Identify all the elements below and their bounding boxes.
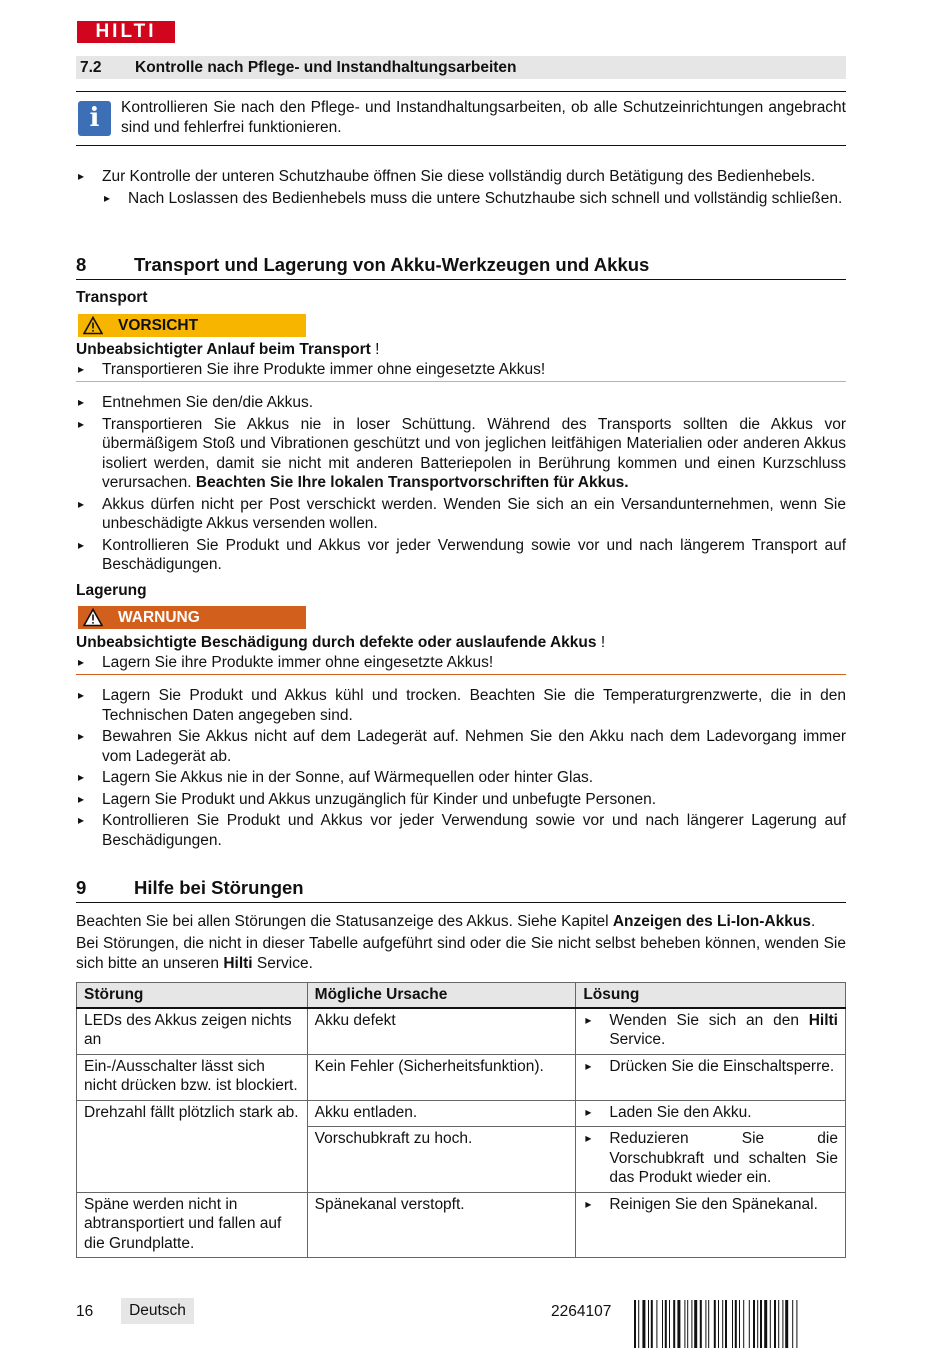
list-item: ▸ Lagern Sie Akkus nie in der Sonne, auf Wärmequellen oder hinter Glas. — [76, 768, 846, 788]
solution-item: ▸ Reduzieren Sie die Vorschubkraft und schalten Sie das Produkt wieder ein. — [583, 1129, 838, 1188]
list-item: ▸ Lagern Sie Produkt und Akkus unzugänglich für Kinder und unbefugte Personen. — [76, 790, 846, 810]
storage-heading: Lagerung — [76, 582, 147, 599]
brand-name: Hilti — [808, 1011, 838, 1029]
page-number: 16 — [76, 1303, 94, 1320]
brand-name: Hilti — [223, 954, 253, 972]
language-label: Deutsch — [121, 1298, 194, 1324]
fault-cell: Späne werden nicht in abtransportiert und fallen auf die Grundplatte. — [77, 1192, 308, 1258]
substep-item: ▸ Nach Loslassen des Bedienhebels muss die untere Schutzhaube sich schnell und vollständig schließen. — [102, 189, 846, 209]
table-row — [77, 1192, 846, 1258]
fault-cell: Drehzahl fällt plötzlich stark ab. — [77, 1100, 308, 1192]
paragraph — [76, 912, 846, 932]
section-7-2-steps — [76, 167, 846, 210]
section-number: 8 — [76, 254, 87, 275]
section-title: Kontrolle nach Pflege- und Instandhaltungsarbeiten — [135, 59, 517, 76]
solution-cell — [576, 1054, 846, 1100]
list-item: ▸ Entnehmen Sie den/die Akkus. — [76, 393, 846, 413]
chapter-reference: Anzeigen des Li-Ion-Akkus — [612, 913, 811, 930]
paragraph-text: Beachten Sie bei allen Störungen die Statusanzeige des Akkus. Siehe Kapitel — [76, 913, 613, 930]
list-item: ▸ Bewahren Sie Akkus nicht auf dem Ladegerät auf. Nehmen Sie den Akku nach dem Ladevorgang immer vom Ladegerät ab. — [76, 727, 846, 766]
warning-label: WARNUNG — [118, 609, 200, 626]
cause-cell: Vorschubkraft zu hoch. — [307, 1127, 576, 1193]
solution-cell — [576, 1100, 846, 1127]
caution-body — [76, 340, 846, 382]
barcode — [634, 1300, 846, 1348]
section-title: Hilfe bei Störungen — [134, 877, 304, 898]
column-header: Lösung — [576, 983, 846, 1008]
table-header-row — [77, 983, 846, 1008]
list-item: ▸ Lagern Sie Produkt und Akkus kühl und trocken. Beachten Sie die Temperaturgrenzwerte, die in den Technischen Daten angegeben sind. — [76, 686, 846, 725]
transport-list — [76, 393, 846, 577]
warning-measure: ▸ Lagern Sie ihre Produkte immer ohne eingesetzte Akkus! — [76, 653, 846, 673]
table-row — [77, 1008, 846, 1055]
cause-cell: Akku entladen. — [307, 1100, 576, 1127]
caution-label: VORSICHT — [118, 317, 199, 334]
paragraph-end: . — [810, 913, 816, 930]
list-item — [76, 415, 846, 493]
warning-hazard: Unbeabsichtigte Beschädigung durch defekte oder auslaufende Akkus — [76, 634, 597, 651]
storage-list — [76, 686, 846, 852]
column-header: Störung — [77, 983, 308, 1008]
section-9-heading — [76, 876, 846, 903]
list-item: ▸ Kontrollieren Sie Produkt und Akkus vor jeder Verwendung sowie vor und nach längerer Lagerung auf Beschädigungen. — [76, 811, 846, 850]
hazard-suffix: ! — [370, 341, 380, 358]
paragraph-end: Service. — [252, 954, 313, 972]
hilti-logo — [77, 21, 175, 43]
cause-cell: Kein Fehler (Sicherheitsfunktion). — [307, 1054, 576, 1100]
table-row — [77, 1100, 846, 1127]
solution-cell — [576, 1192, 846, 1258]
table-row — [77, 1054, 846, 1100]
warning-body — [76, 633, 846, 675]
list-item-text: Transportieren Sie Akkus nie in loser Schüttung. Während des Transports sollten die Akkus vor übermäßigem Stoß und Vibrationen geschützt und von jeglichen leitfähigen Materialien oder anderen Akkus isoliert werden, damit sie nicht mit anderen Batteriepolen in Berührung kommen und einen Kurzschluss verursachen. — [102, 415, 846, 491]
list-item: ▸ Akkus dürfen nicht per Post verschickt werden. Wenden Sie sich an ein Versandunternehmen, wenn Sie unbeschädigte Akkus versenden wollen. — [76, 495, 846, 534]
warning-triangle-icon — [83, 316, 103, 335]
transport-heading: Transport — [76, 289, 148, 306]
section-8-heading — [76, 253, 846, 280]
solution-item: ▸ Reinigen Sie den Spänekanal. — [583, 1195, 838, 1215]
solution-item: ▸ Drücken Sie die Einschaltsperre. — [583, 1057, 838, 1077]
section-number: 9 — [76, 877, 87, 898]
list-item-bold: Beachten Sie Ihre lokalen Transportvorschriften für Akkus. — [195, 474, 629, 491]
caution-hazard: Unbeabsichtigter Anlauf beim Transport — [76, 341, 371, 358]
solution-cell — [576, 1127, 846, 1193]
list-item: ▸ Kontrollieren Sie Produkt und Akkus vor jeder Verwendung sowie vor und nach längerem Transport auf Beschädigungen. — [76, 536, 846, 575]
section-number: 7.2 — [80, 59, 102, 76]
solution-cell — [576, 1008, 846, 1055]
info-note — [76, 91, 846, 146]
document-number: 2264107 — [551, 1303, 612, 1320]
caution-measure: ▸ Transportieren Sie ihre Produkte immer ohne eingesetzte Akkus! — [76, 360, 846, 380]
warning-signal — [78, 606, 306, 629]
step-item: ▸ Zur Kontrolle der unteren Schutzhaube öffnen Sie diese vollständig durch Betätigung des Bedienhebels. — [76, 167, 846, 187]
paragraph-text: Bei Störungen, die nicht in dieser Tabelle aufgeführt sind oder die Sie nicht selbst beheben können, wenden Sie sich bitte an unseren — [76, 935, 846, 972]
column-header: Mögliche Ursache — [307, 983, 576, 1008]
cause-cell: Akku defekt — [307, 1008, 576, 1055]
solution-item — [583, 1011, 838, 1050]
solution-item: ▸ Laden Sie den Akku. — [583, 1103, 838, 1123]
troubleshooting-table — [76, 982, 846, 1258]
info-icon: i — [78, 101, 111, 136]
caution-signal — [78, 314, 306, 337]
section-title: Transport und Lagerung von Akku-Werkzeugen und Akkus — [134, 254, 650, 275]
cause-cell: Spänekanal verstopft. — [307, 1192, 576, 1258]
section-7-2-heading — [76, 56, 846, 79]
fault-cell: LEDs des Akkus zeigen nichts an — [77, 1008, 308, 1055]
solution-text: Wenden Sie sich an den — [609, 1011, 809, 1029]
hazard-suffix: ! — [596, 634, 606, 651]
solution-text-end: Service. — [609, 1031, 666, 1048]
logo-text: HILTI — [95, 21, 157, 42]
fault-cell: Ein-/Ausschalter lässt sich nicht drücken bzw. ist blockiert. — [77, 1054, 308, 1100]
info-note-text: Kontrollieren Sie nach den Pflege- und Instandhaltungsarbeiten, ob alle Schutzeinrichtungen angebracht sind und fehlerfrei funktionieren. — [121, 99, 846, 136]
paragraph — [76, 934, 846, 973]
warning-triangle-icon — [83, 608, 103, 627]
